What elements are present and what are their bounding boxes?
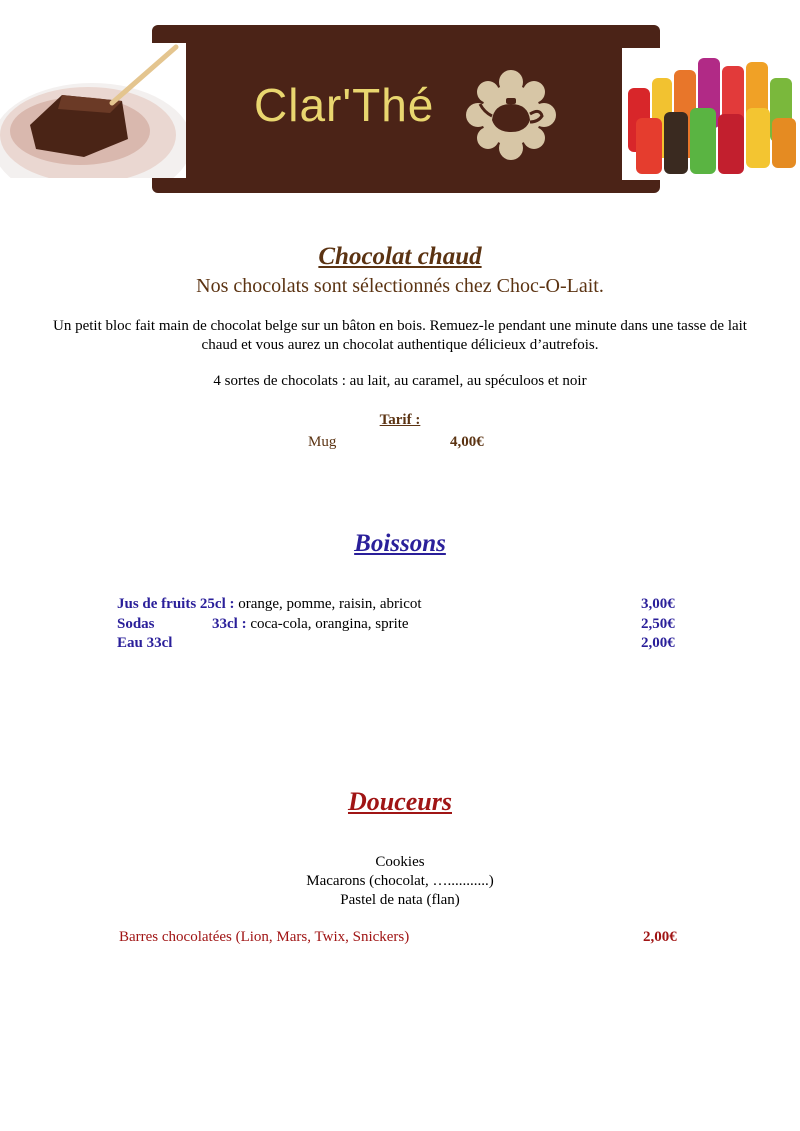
drink-name: Eau 33cl xyxy=(117,635,173,651)
brand-logo-text: Clar'Thé xyxy=(254,79,435,131)
list-item xyxy=(117,616,155,633)
list-item xyxy=(117,596,422,613)
list-item: Macarons (chocolat, …...........) xyxy=(306,873,494,889)
barres-label: Barres chocolatées (Lion, Mars, Twix, Snickers) xyxy=(119,929,410,945)
drink-details: orange, pomme, raisin, abricot xyxy=(238,596,422,612)
drinks-bottles-photo xyxy=(622,48,800,180)
drink-name: Jus de fruits 25cl : xyxy=(117,596,235,612)
list-item: Cookies xyxy=(375,854,425,870)
drink-price: 2,50€ xyxy=(641,616,675,632)
drink-price: 3,00€ xyxy=(641,596,675,612)
drink-details: coca-cola, orangina, sprite xyxy=(250,616,409,632)
drink-price: 2,00€ xyxy=(641,635,675,651)
chocolat-title: Chocolat chaud xyxy=(318,243,482,270)
drink-size: 33cl : xyxy=(212,616,247,632)
chocolat-description-line2: chaud et vous aurez un chocolat authentique délicieux d’autrefois. xyxy=(201,337,599,353)
teapot-flower-logo-icon xyxy=(464,68,558,162)
barres-price: 2,00€ xyxy=(643,929,677,945)
drink-name: Sodas xyxy=(117,616,155,632)
list-item: Pastel de nata (flan) xyxy=(340,892,460,908)
list-item-details xyxy=(212,616,409,633)
list-item xyxy=(117,635,172,652)
mug-price: 4,00€ xyxy=(450,434,484,450)
chocolat-description xyxy=(20,317,780,355)
boissons-title: Boissons xyxy=(354,530,446,557)
tarif-label: Tarif : xyxy=(379,412,421,428)
chocolat-description-line1: Un petit bloc fait main de chocolat belge sur un bâton en bois. Remuez-le pendant une minute dans une tasse de lait xyxy=(53,318,747,334)
douceurs-title: Douceurs xyxy=(347,787,452,816)
chocolat-sorts: 4 sortes de chocolats : au lait, au caramel, au spéculoos et noir xyxy=(213,373,587,389)
mug-label: Mug xyxy=(308,434,337,450)
hot-chocolate-photo xyxy=(0,43,186,178)
chocolat-subtitle: Nos chocolats sont sélectionnés chez Choc-O-Lait. xyxy=(196,275,604,297)
